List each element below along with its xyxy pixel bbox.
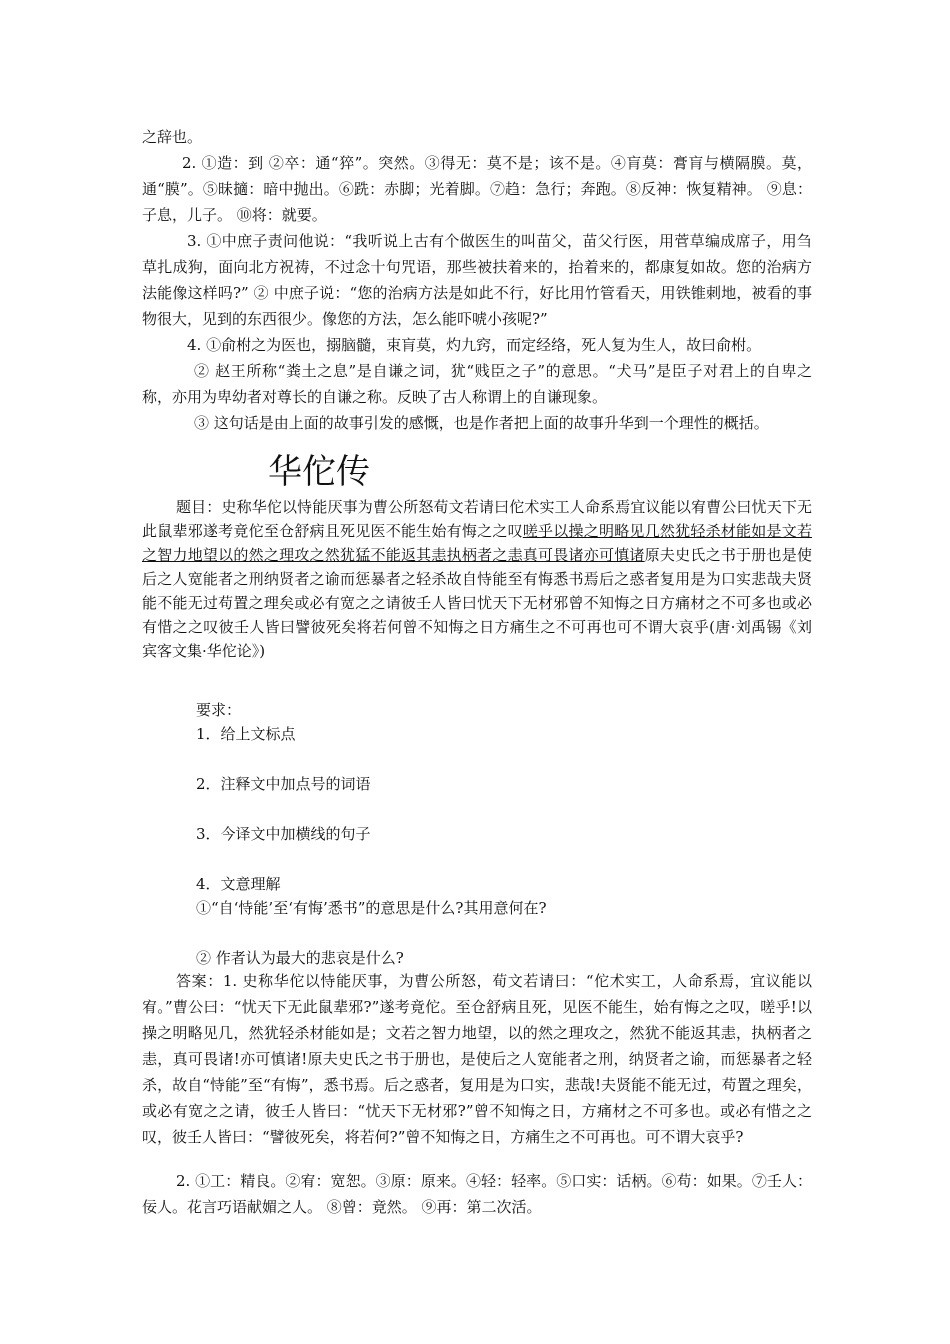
section-title: 华佗传 — [268, 452, 370, 492]
answer-note-4-2: ② 赵王所称“粪土之息”是自谦之词，犹“贱臣之子”的意思。“犬马”是臣子对君上的自卑之称，亦用为卑幼者对尊长的自谦之称。反映了古人称谓上的自谦现象。 — [142, 362, 812, 406]
question-3: 3．今译文中加横线的句子 — [196, 825, 371, 843]
question-4-1: ①“自‘恃能’至‘有悔’悉书”的意思是什么?其用意何在? — [196, 899, 547, 917]
answer-fragment: 之辞也。 — [142, 128, 203, 146]
passage-part-1: 题目：史称华佗以恃能厌事为曹公所怒荀文若请曰佗术实工人命系焉宜议能以宥曹公曰忧天下无此鼠辈邪遂考竟佗至仓舒病且死见医不能生始有悔之之叹 — [142, 498, 812, 540]
answer-1: 答案：1. 史称华佗以恃能厌事，为曹公所怒，荀文若请曰：“佗术实工，人命系焉，宜议能以宥。”曹公曰：“忧天下无此鼠辈邪?”遂考竟佗。至仓舒病且死，见医不能生，始有悔之之叹，嗟乎!以操之明略见几，然犹轻杀材能如是；文若之智力地望，以的然之理攻之，然犹不能返其恚，执柄者之恚，真可畏诸!亦可慎诸!原夫史氏之书于册也，是使后之人宽能者之刑，纳贤者之谕，而惩暴者之轻杀，故自“恃能”至“有悔”，悉书焉。后之惑者，复用是为口实，悲哉!夫贤能不能无过，苟置之理矣，或必有宽之之请，彼壬人皆曰：“忧天下无材邪?”曾不知悔之日，方痛材之不可多也。或必有惜之之叹，彼壬人皆曰：“譬彼死矣，将若何?”曾不知悔之日，方痛生之不可再也。可不谓大哀乎? — [142, 972, 812, 1146]
question-1: 1．给上文标点 — [196, 725, 296, 743]
requirements-heading: 要求： — [196, 701, 242, 719]
answer-2: 2. ①工：精良。②宥：宽恕。③原：原来。④轻：轻率。⑤口实：话柄。⑥苟：如果。⑦壬人：佞人。花言巧语献媚之人。 ⑧曾：竟然。 ⑨再：第二次活。 — [142, 1172, 812, 1216]
passage-text — [142, 495, 812, 663]
passage-part-2: 原夫史氏之书于册也是使后之人宽能者之刑纳贤者之谕而惩暴者之轻杀故自恃能至有悔悉书焉后之惑者复用是为口实悲哉夫贤能不能无过苟置之理矣或必有宽之之请彼壬人皆曰忧天下无材邪曾不知悔之日方痛材之不可多也或必有惜之之叹彼壬人皆曰譬彼死矣将若何曾不知悔之日方痛生之不可再也可不谓大哀乎(唐·刘禹锡《刘宾客文集·华佗论》) — [142, 546, 812, 660]
underlined-sentence: 嗟乎以操之明略见几然犹轻杀材能如是文若之智力地望以的然之理攻之然犹猛不能返其恚执柄者之恚真可畏诸亦可慎诸 — [142, 522, 812, 564]
answer-note-2: 2. ①造：到 ②卒：通“猝”。突然。③得无：莫不是；该不是。④肓莫：膏肓与横隔膜。莫，通“膜”。⑤昧擿：暗中抛出。⑥跣：赤脚；光着脚。⑦趋：急行；奔跑。⑧反神：恢复精神。 ⑨息：子息，儿子。 ⑩将：就要。 — [142, 154, 812, 224]
answer-note-4-1: 4. ①俞柎之为医也，搦脑髓，束肓莫，灼九窍，而定经络，死人复为生人，故曰俞柎。 — [187, 336, 762, 354]
question-4-2: ② 作者认为最大的悲哀是什么? — [196, 949, 404, 967]
question-4: 4．文意理解 — [196, 875, 281, 893]
question-2: 2．注释文中加点号的词语 — [196, 775, 371, 793]
answer-note-3: 3. ①中庶子责问他说：“我听说上古有个做医生的叫苗父，苗父行医，用菅草编成席子，用刍草扎成狗，面向北方祝祷，不过念十句咒语，那些被扶着来的，抬着来的，都康复如故。您的治病方法能像这样吗?” ② 中庶子说：“您的治病方法是如此不行，好比用竹管看天，用铁锥刺地，被看的事物很大，见到的东西很少。像您的方法，怎么能吓唬小孩呢?” — [142, 232, 812, 328]
answer-note-4-3: ③ 这句话是由上面的故事引发的感慨，也是作者把上面的故事升华到一个理性的概括。 — [194, 414, 769, 432]
